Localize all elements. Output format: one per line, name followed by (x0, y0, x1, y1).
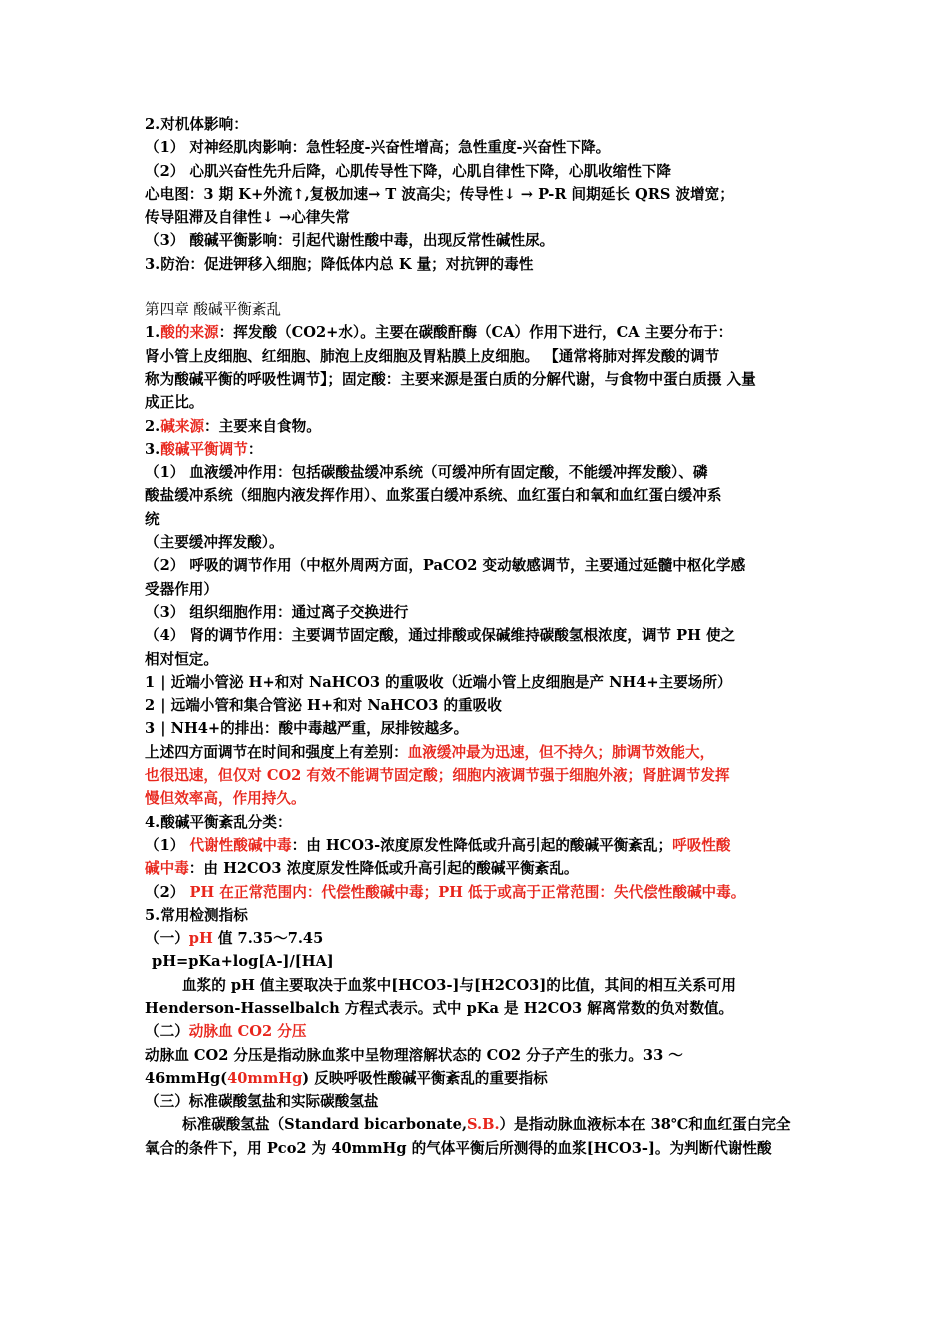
key-term: 酸碱平衡调节 (160, 440, 248, 458)
text-line: 4.酸碱平衡紊乱分类： (145, 813, 292, 831)
text-line: 1 | 近端小管泌 H+和对 NaHCO3 的重吸收（近端小管上皮细胞是产 NH4+主要场所） (145, 673, 732, 691)
text-line: 肾小管上皮细胞、红细胞、肺泡上皮细胞及胃粘膜上皮细胞。 【通常将肺对挥发酸的调节 (145, 347, 720, 365)
text-line: 动脉血 CO2 分压是指动脉血浆中呈物理溶解状态的 CO2 分子产生的张力。33 ～ (145, 1046, 683, 1064)
key-term: 代谢性酸碱中毒 (189, 836, 292, 854)
text-line: 称为酸碱平衡的呼吸性调节】；固定酸：主要来源是蛋白质的分解代谢，与食物中蛋白质摄 入量 (145, 370, 756, 388)
text-line: （1） 代谢性酸碱中毒：由 HCO3-浓度原发性降低或升高引起的酸碱平衡紊乱；呼吸性酸 (145, 836, 731, 854)
key-term: 动脉血 CO2 分压 (188, 1023, 307, 1041)
text-line: 5.常用检测指标 (145, 906, 248, 924)
key-term: 碱来源 (160, 417, 205, 435)
text-line: 也很迅速，但仅对 CO2 有效不能调节固定酸；细胞内液调节强于细胞外液；肾脏调节发挥 (145, 767, 730, 785)
text-line: （主要缓冲挥发酸）。 (145, 534, 284, 552)
spacer (145, 276, 825, 298)
text-line: Henderson-Hasselbalch 方程式表示。式中 pKa 是 H2CO3 解离常数的负对数值。 (145, 999, 734, 1017)
text-line: 成正比。 (145, 394, 204, 412)
text-line: 心电图：3 期 K+外流↑,复极加速→ T 波高尖；传导性↓ → P-R 间期延长 QRS 波增宽； (145, 185, 734, 203)
text-line: 上述四方面调节在时间和强度上有差别：血液缓冲最为迅速，但不持久；肺调节效能大， (145, 743, 715, 761)
text-line: 46mmHg(40mmHg) 反映呼吸性酸碱平衡紊乱的重要指标 (145, 1069, 548, 1087)
text-line: 1.酸的来源：挥发酸（CO2+水）。主要在碳酸酐酶（CA）作用下进行，CA 主要分布于： (145, 324, 733, 342)
text-line: 3 | NH4+的排出：酸中毒越严重，尿排铵越多。 (145, 720, 469, 738)
text-line: 受器作用） (145, 580, 218, 598)
text-line: 2 | 远端小管和集合管泌 H+和对 NaHCO3 的重吸收 (145, 697, 502, 715)
text-line: （1） 血液缓冲作用：包括碳酸盐缓冲系统（可缓冲所有固定酸，不能缓冲挥发酸）、磷 (145, 464, 708, 482)
text-line: （2） 呼吸的调节作用（中枢外周两方面，PaCO2 变动敏感调节，主要通过延髓中枢化学感 (145, 557, 746, 575)
key-term: 呼吸性酸 (672, 836, 731, 854)
text-line: 慢但效率高，作用持久。 (145, 790, 306, 808)
text-line: （1） 对神经肌肉影响：急性轻度-兴奋性增高；急性重度-兴奋性下降。 (145, 139, 611, 157)
text-line: （三）标准碳酸氢盐和实际碳酸氢盐 (145, 1093, 379, 1111)
document-body (145, 113, 825, 1160)
key-term: 酸的来源 (160, 324, 219, 342)
text-line: （4） 肾的调节作用：主要调节固定酸，通过排酸或保碱维持碳酸氢根浓度，调节 PH 使之 (145, 627, 736, 645)
section-heading: 2.对机体影响： (145, 116, 248, 133)
text-line: 3.防治：促进钾移入细胞；降低体内总 K 量；对抗钾的毒性 (145, 255, 534, 273)
text-line: （一）pH 值 7.35～7.45 (145, 930, 324, 948)
text-line: 氧合的条件下，用 Pco2 为 40mmHg 的气体平衡后所测得的血浆[HCO3-]。为判断代谢性酸 (145, 1139, 772, 1157)
text-line: 标准碳酸氢盐（Standard bicarbonate,S.B.）是指动脉血液标本在 38℃和血红蛋白完全 (182, 1116, 791, 1134)
key-term: pH (188, 930, 213, 948)
text-line: 2.碱来源：主要来自食物。 (145, 417, 321, 435)
text-line: 碱中毒：由 H2CO3 浓度原发性降低或升高引起的酸碱平衡紊乱。 (145, 860, 579, 878)
text-line: （3） 组织细胞作用：通过离子交换进行 (145, 603, 409, 621)
formula: pH=pKa+log[A-]/[HA] (152, 953, 334, 971)
text-line: 酸盐缓冲系统（细胞内液发挥作用）、血浆蛋白缓冲系统、血红蛋白和氧和血红蛋白缓冲系 (145, 487, 722, 505)
text-line: （2） PH 在正常范围内：代偿性酸碱中毒；PH 低于或高于正常范围：失代偿性酸碱中毒。 (145, 883, 746, 901)
text-line: 传导阻滞及自律性↓ →心律失常 (145, 209, 350, 227)
text-line: （二）动脉血 CO2 分压 (145, 1023, 307, 1041)
text-line: （2） 心肌兴奋性先升后降，心肌传导性下降，心肌自律性下降，心肌收缩性下降 (145, 162, 672, 180)
chapter-title: 第四章 酸碱平衡紊乱 (145, 301, 281, 319)
text-line: 相对恒定。 (145, 650, 218, 668)
text-line: 统 (145, 510, 160, 528)
text-line: （3） 酸碱平衡影响：引起代谢性酸中毒，出现反常性碱性尿。 (145, 232, 555, 250)
text-line: 3.酸碱平衡调节： (145, 440, 263, 458)
text-line: 血浆的 pH 值主要取决于血浆中[HCO3-]与[H2CO3]的比值，其间的相互关系可用 (182, 976, 736, 994)
